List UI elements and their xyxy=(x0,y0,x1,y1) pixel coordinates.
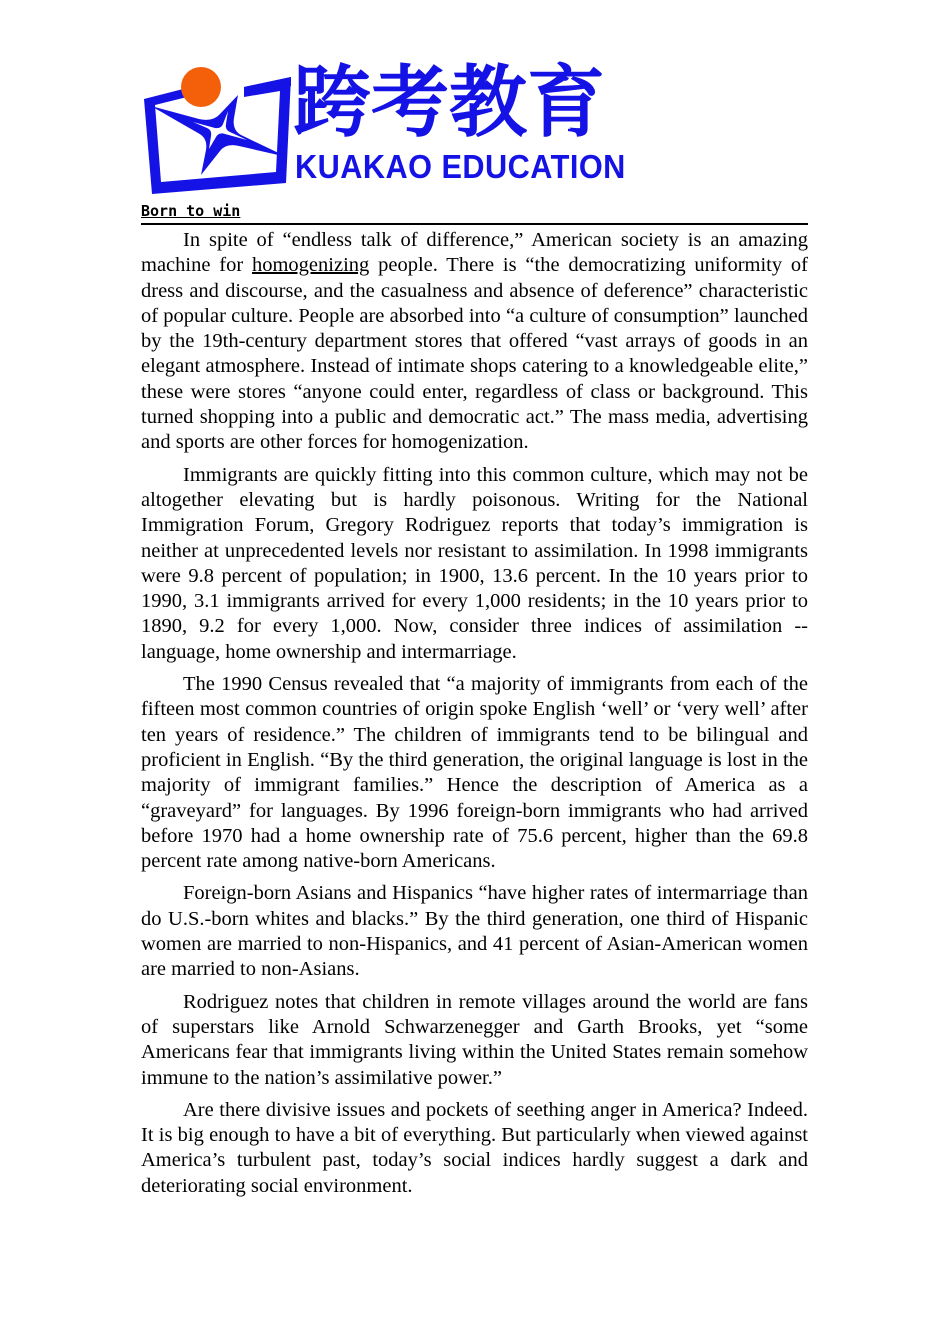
body-paragraph xyxy=(141,881,808,982)
text-run: Foreign-born Asians and Hispanics “have higher rates of intermarriage than do U.S.-born whites and blacks.” By the third generation, one third of Hispanic women are married to non-Hispanics, and 41 percent of Asian-American women are married to non-Asians. xyxy=(141,882,808,981)
emphasized-term: homogenizing xyxy=(251,254,370,277)
brand-name-cn: 跨考教育 xyxy=(293,58,606,148)
text-run: The 1990 Census revealed that “a majority of immigrants from each of the fifteen most common countries of origin spoke English ‘well’ or ‘very well’ after ten years of residence.” The children of immigrants tend to be bilingual and proficient in English. “By the third generation, the original language is lost in the majority of immigrant families.” Hence the description of America as a “graveyard” for languages. By 1996 foreign-born immigrants who had arrived before 1970 had a home ownership rate of 75.6 percent, higher than the 69.8 percent rate among native-born Americans. xyxy=(141,673,808,873)
body-paragraph xyxy=(141,672,808,874)
body-paragraph xyxy=(141,463,808,665)
brand-wordmark xyxy=(293,57,626,197)
brand-name-en: KUAKAO EDUCATION xyxy=(295,148,626,185)
document-running-header xyxy=(141,202,808,225)
page-title: Born to win xyxy=(141,202,241,220)
text-run: Immigrants are quickly fitting into this common culture, which may not be altogether elevating but is hardly poisonous. Writing for the National Immigration Forum, Gregory Rodriguez reports that today’s immigration is neither at unprecedented levels nor resistant to assimilation. In 1998 immigrants were 9.8 percent of population; in 1900, 13.6 percent. In the 10 years prior to 1990, 3.1 immigrants arrived for every 1,000 residents; in the 10 years prior to 1890, 9.2 for every 1,000. Now, consider three indices of assimilation -- language, home ownership and intermarriage. xyxy=(141,463,808,663)
body-paragraph xyxy=(141,1098,808,1199)
kuakao-star-frame-icon xyxy=(141,62,296,194)
text-run: people. There is “the democratizing uniformity of dress and discourse, and the casualness and absence of deference” characteristic of popular culture. People are absorbed into “a culture of consumption” launched by the 19th-century department stores that offered “vast arrays of goods in an elegant atmosphere. Instead of intimate shops catering to a knowledgeable elite,” these were stores “anyone could enter, regardless of class or background. This turned shopping into a public and democratic act.” The mass media, advertising and sports are other forces for homogenization. xyxy=(141,254,809,454)
body-paragraph xyxy=(141,990,808,1091)
text-run: Are there divisive issues and pockets of seething anger in America? Indeed. It is big enough to have a bit of everything. But particularly when viewed against America’s turbulent past, today’s social indices hardly suggest a dark and deteriorating social environment. xyxy=(141,1098,808,1197)
brand-logo xyxy=(141,57,626,197)
document-body xyxy=(141,228,808,1199)
body-paragraph xyxy=(141,228,808,456)
text-run: Rodriguez notes that children in remote villages around the world are fans of superstars like Arnold Schwarzenegger and Garth Brooks, yet “some Americans fear that immigrants living within the United States remain somehow immune to the nation’s assimilative power.” xyxy=(141,990,808,1089)
text-run: In spite of “endless talk of difference,” American society is an amazing machine for xyxy=(141,229,808,277)
